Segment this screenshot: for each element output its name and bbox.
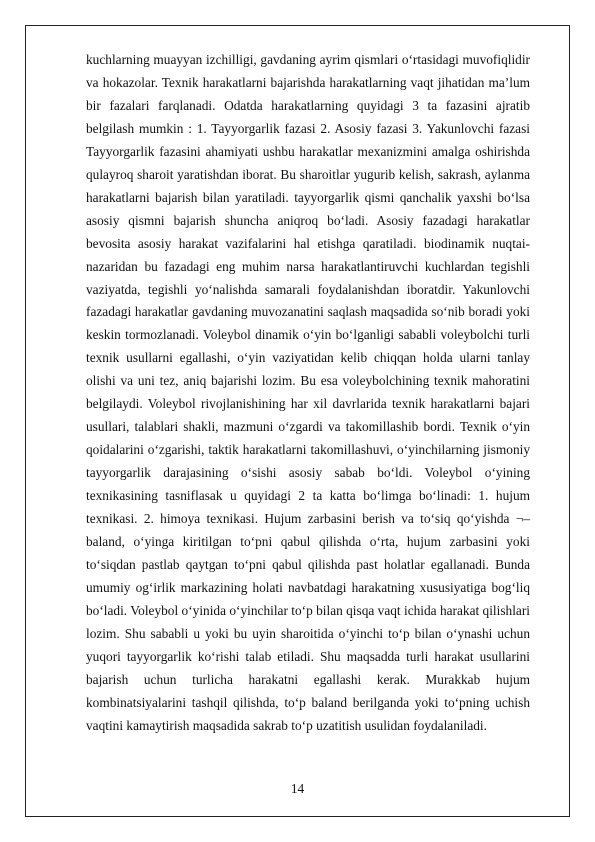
- body-paragraph: kuchlarning muayyan izchilligi, gavdaning ayrim qismlari o‘rtasidagi muvofiqlidir va hokazolar. Texnik harakatlarni bajarishda harakatlarning vaqt jihatidan ma’lum bir fazalari farqlanadi. Odatda harakatlarning quyidagi 3 ta fazasini ajratib belgilash mumkin : 1. Tayyorgarlik fazasi 2. Asosiy fazasi 3. Yakunlovchi fazasi Tayyorgarlik fazasini ahamiyati ushbu harakatlar mexanizmini amalga oshirishda qulayroq sharoit yaratishdan iborat. Bu sharoitlar yugurib kelish, sakrash, aylanma harakatlarni bajarish bilan yaratiladi. tayyorgarlik qismi qanchalik yaxshi bo‘lsa asosiy qismni bajarish shuncha aniqroq bo‘ladi. Asosiy fazadagi harakatlar bevosita asosiy harakat vazifalarini hal etishga qaratiladi. biodinamik nuqtai-nazaridan bu fazadagi eng muhim narsa harakatlantiruvchi kuchlardan tegishli vaziyatda, tegishli yo‘nalishda samarali foydalanishdan iboratdir. Yakunlovchi fazadagi harakatlar gavdaning muvozanatini saqlash maqsadida so‘nib boradi yoki keskin tormozlanadi. Voleybol dinamik o‘yin bo‘lganligi sababli voleybolchi turli texnik usullarni egallashi, o‘yin vaziyatidan kelib chiqqan holda ularni tanlay olishi va uni tez, aniq bajarishi lozim. Bu esa voleybolchining texnik mahoratini belgilaydi. Voleybol rivojlanishining har xil davrlarida texnik harakatlarni bajari usullari, talablari shakli, mazmuni o‘zgardi va takomillashib bordi. Texnik o‘yin qoidalarini o‘zgarishi, taktik harakatlarni takomillashuvi, o‘yinchilarning jismoniy tayyorgarlik darajasining o‘sishi asosiy sabab bo‘ldi. Voleybol o‘yining texnikasining tasniflasak u quyidagi 2 ta katta bo‘limga bo‘linadi: 1. hujum texnikasi. 2. himoya texnikasi. Hujum zarbasini berish va to‘siq qo‘yishda ¬– baland, o‘yinga kiritilgan to‘pni qabul qilishda o‘rta, hujum zarbasini yoki to‘siqdan pastlab qaytgan to‘pni qabul qilishda past holatlar egallanadi. Bunda umumiy og‘irlik markazining holati navbatdagi harakatning xususiyatiga bog‘liq bo‘ladi. Voleybol o‘yinida o‘yinchilar to‘p bilan qisqa vaqt ichida harakat qilishlari lozim. Shu sababli u yoki bu uyin sharoitida o‘yinchi to‘p bilan o‘ynashi uchun yuqori tayyorgarlik ko‘rishi talab etiladi. Shu maqsadda turli harakat usullarini bajarish uchun turlicha harakatni egallashi kerak. Murakkab hujum kombinatsiyalarini tashqil qilishda, to‘p baland berilganda yoki to‘pning uchish vaqtini kamaytirish maqsadida sakrab to‘p uzatitish usulidan foydalaniladi.: [86, 52, 530, 733]
- page-number: 14: [290, 781, 305, 796]
